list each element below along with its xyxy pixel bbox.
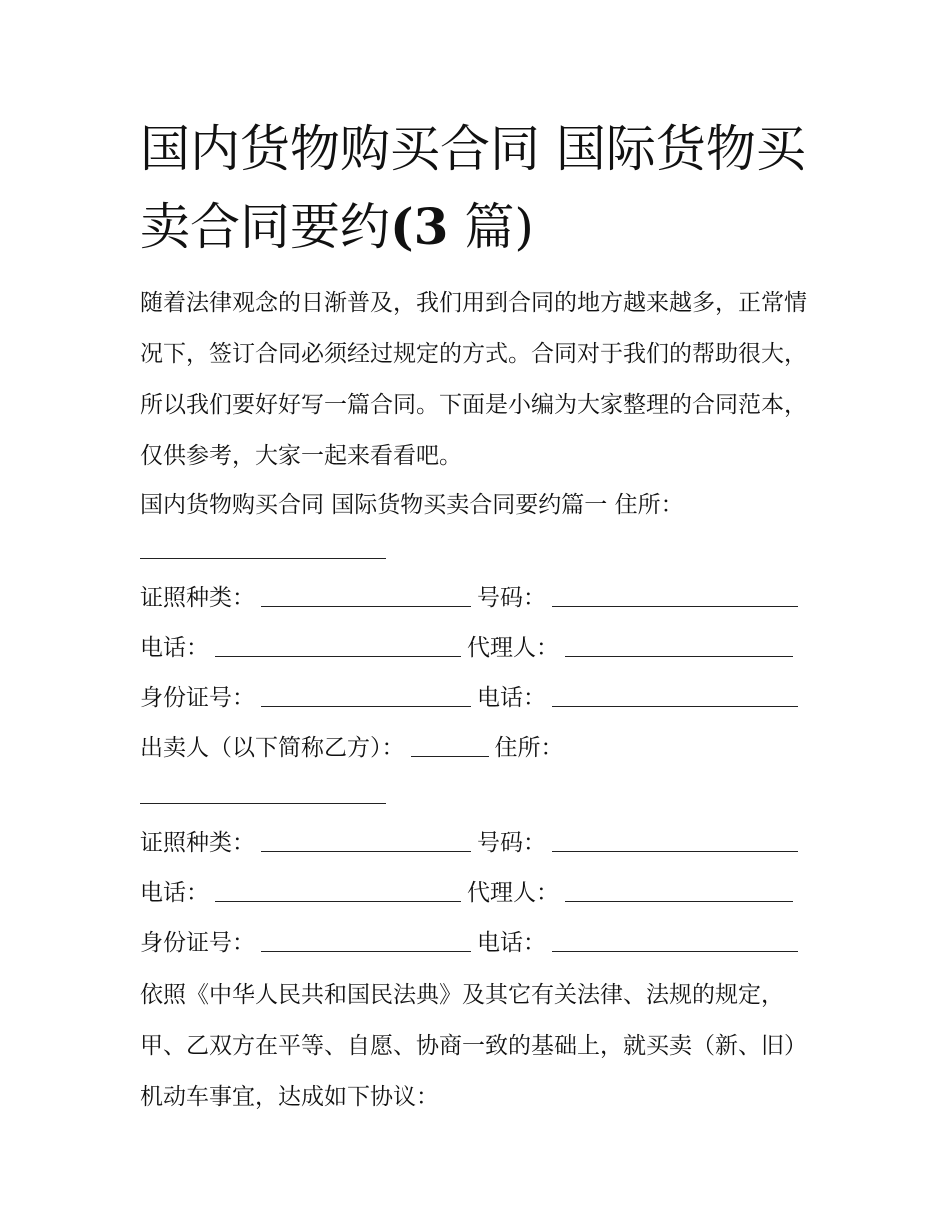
seller-agent-blank[interactable] xyxy=(565,875,793,902)
phone-label: 电话： xyxy=(140,635,209,661)
title-count: (3 xyxy=(390,197,449,256)
seller-address-label: 住所： xyxy=(494,735,564,761)
seller-id-no-blank[interactable] xyxy=(261,925,471,952)
id-type-label: 证照种类： xyxy=(140,585,255,611)
buyer-address-blank-line xyxy=(140,530,392,570)
agent-label: 代理人： xyxy=(467,635,559,661)
document-title xyxy=(140,110,820,266)
agent-label: 代理人： xyxy=(467,880,559,906)
seller-name-blank[interactable] xyxy=(411,730,489,757)
phone2-label: 电话： xyxy=(477,930,546,956)
seller-id-type-row xyxy=(140,823,804,863)
seller-label: 出卖人（以下简称乙方）： xyxy=(140,735,405,761)
seller-id-type-blank[interactable] xyxy=(261,825,471,852)
seller-address-blank[interactable] xyxy=(140,777,386,804)
section1-heading: 国内货物购买合同 国际货物买卖合同要约篇一 住所： xyxy=(140,492,684,518)
buyer-agent-blank[interactable] xyxy=(565,630,793,657)
seller-phone2-blank[interactable] xyxy=(552,925,798,952)
seller-number-blank[interactable] xyxy=(552,825,798,852)
intro-paragraph: 随着法律观念的日渐普及，我们用到合同的地方越来越多，正常情况下，签订合同必须经过规定的方式。合同对于我们的帮助很大，所以我们要好好写一篇合同。下面是小编为大家整理的合同范本，仅供参考，大家一起来看看吧。 xyxy=(140,290,807,469)
buyer-id-no-row xyxy=(140,678,804,718)
seller-id-no-row xyxy=(140,923,804,963)
buyer-phone2-blank[interactable] xyxy=(552,680,798,707)
title-text: 国内货物购买合同 国际货物买卖合同要约 xyxy=(140,120,806,256)
number-label: 号码： xyxy=(477,830,546,856)
buyer-phone-row xyxy=(140,628,799,668)
title-suffix: 篇) xyxy=(448,198,534,256)
buyer-id-type-row xyxy=(140,578,804,618)
buyer-phone-blank[interactable] xyxy=(215,630,461,657)
phone2-label: 电话： xyxy=(477,685,546,711)
id-no-label: 身份证号： xyxy=(140,685,255,711)
agreement-paragraph: 依照《中华人民共和国民法典》及其它有关法律、法规的规定，甲、乙双方在平等、自愿、协商一致的基础上，就买卖（新、旧）机动车事宜，达成如下协议： xyxy=(140,982,807,1110)
buyer-id-no-blank[interactable] xyxy=(261,680,471,707)
number-label: 号码： xyxy=(477,585,546,611)
seller-address-blank-line xyxy=(140,775,392,815)
id-no-label: 身份证号： xyxy=(140,930,255,956)
seller-phone-row xyxy=(140,873,799,913)
seller-phone-blank[interactable] xyxy=(215,875,461,902)
buyer-address-blank[interactable] xyxy=(140,532,386,559)
phone-label: 电话： xyxy=(140,880,209,906)
buyer-id-type-blank[interactable] xyxy=(261,580,471,607)
id-type-label: 证照种类： xyxy=(140,830,255,856)
seller-row xyxy=(140,728,564,768)
buyer-number-blank[interactable] xyxy=(552,580,798,607)
